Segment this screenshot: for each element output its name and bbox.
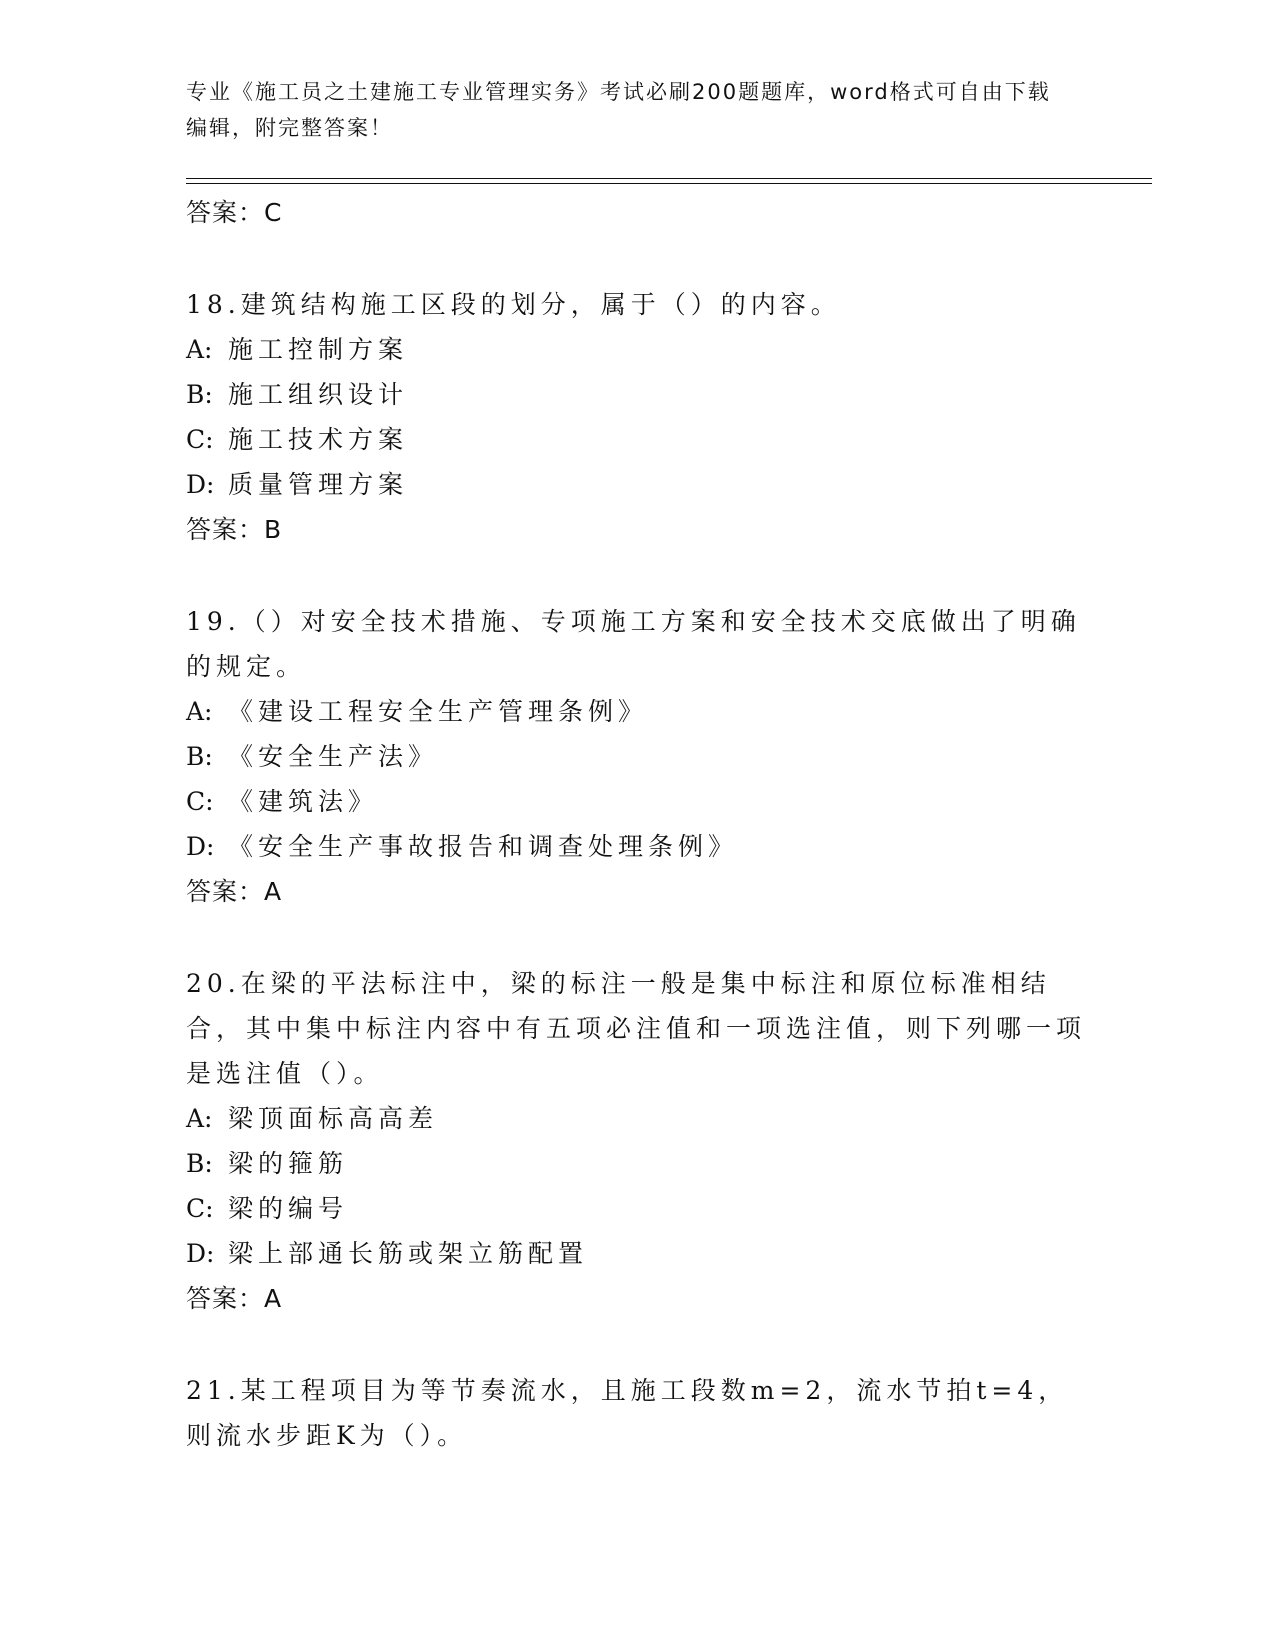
option-text: 梁顶面标高高差 <box>228 1104 439 1133</box>
question-block <box>186 599 1086 915</box>
option-d <box>186 1231 1086 1276</box>
document-header: 专业《施工员之土建施工专业管理实务》考试必刷200题题库，word格式可自由下载编辑，附完整答案！ <box>186 80 1051 140</box>
option-a <box>186 327 1086 372</box>
option-text: 《建设工程安全生产管理条例》 <box>228 697 649 726</box>
option-b <box>186 1141 1086 1186</box>
answer-label: 答案：A <box>186 1284 283 1313</box>
question-block <box>186 1368 1086 1458</box>
option-b <box>186 734 1086 779</box>
option-text: 质量管理方案 <box>228 470 409 499</box>
option-d <box>186 824 1086 869</box>
option-text: 《安全生产法》 <box>228 742 439 771</box>
option-letter: A: <box>186 697 213 726</box>
option-text: 梁的编号 <box>228 1194 349 1223</box>
option-c <box>186 779 1086 824</box>
option-c <box>186 1186 1086 1231</box>
option-text: 施工技术方案 <box>228 425 409 454</box>
option-text: 施工组织设计 <box>228 380 409 409</box>
option-letter: B: <box>186 742 213 771</box>
question-text: 18.建筑结构施工区段的划分，属于（）的内容。 <box>186 290 841 319</box>
option-text: 施工控制方案 <box>228 335 409 364</box>
option-letter: D: <box>186 832 215 861</box>
option-a <box>186 1096 1086 1141</box>
option-letter: B: <box>186 1149 213 1178</box>
question-block <box>186 282 1086 553</box>
question-text: 19.（）对安全技术措施、专项施工方案和安全技术交底做出了明确的规定。 <box>186 607 1081 681</box>
option-letter: D: <box>186 1239 215 1268</box>
option-letter: C: <box>186 787 214 816</box>
header-rule-bottom <box>186 183 1152 184</box>
option-letter: A: <box>186 335 213 364</box>
option-letter: D: <box>186 470 215 499</box>
option-letter: C: <box>186 425 214 454</box>
option-text: 《安全生产事故报告和调查处理条例》 <box>228 832 739 861</box>
question-text: 20.在梁的平法标注中，梁的标注一般是集中标注和原位标准相结合，其中集中标注内容中有五项必注值和一项选注值，则下列哪一项是选注值（）。 <box>186 969 1087 1088</box>
option-c <box>186 417 1086 462</box>
option-a <box>186 689 1086 734</box>
document-body <box>186 190 1086 1458</box>
question-text: 21.某工程项目为等节奏流水，且施工段数m=2，流水节拍t=4，则流水步距K为（）。 <box>186 1376 1069 1450</box>
option-b <box>186 372 1086 417</box>
option-letter: B: <box>186 380 213 409</box>
header-rule-top <box>186 178 1152 179</box>
answer-label: 答案：B <box>186 515 283 544</box>
answer-label: 答案：C <box>186 198 283 227</box>
answer-label: 答案：A <box>186 877 283 906</box>
option-d <box>186 462 1086 507</box>
question-block <box>186 961 1086 1322</box>
option-letter: A: <box>186 1104 213 1133</box>
option-text: 梁上部通长筋或架立筋配置 <box>228 1239 589 1268</box>
option-text: 《建筑法》 <box>228 787 379 816</box>
option-text: 梁的箍筋 <box>228 1149 349 1178</box>
option-letter: C: <box>186 1194 214 1223</box>
